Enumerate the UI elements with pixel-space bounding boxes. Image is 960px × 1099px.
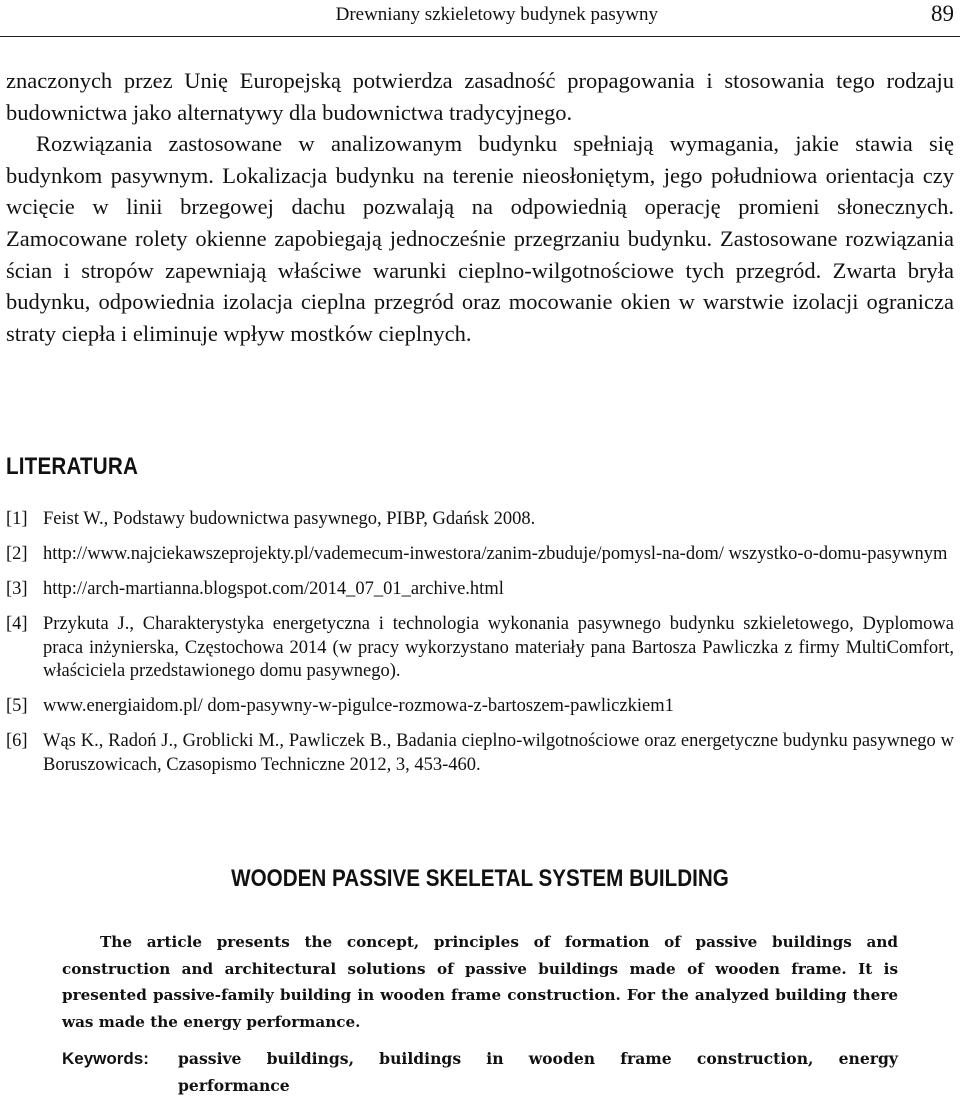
running-header <box>0 0 960 37</box>
reference-item <box>6 578 954 602</box>
reference-text: Wąs K., Radoń J., Groblicki M., Pawliczek B., Badania cieplno-wilgotnościowe oraz energetyczne budynku pasywnego w Boruszowicach, Czasopismo Techniczne 2012, 3, 453-460. <box>43 731 954 775</box>
reference-text: Feist W., Podstawy budownictwa pasywnego, PIBP, Gdańsk 2008. <box>43 509 536 529</box>
body-text <box>6 65 954 349</box>
reference-text: www.energiaidom.pl/ dom-pasywny-w-pigulce-rozmowa-z-bartoszem-pawliczkiem1 <box>43 696 674 716</box>
reference-number: [3] <box>6 579 28 599</box>
reference-number: [6] <box>6 731 28 751</box>
reference-item <box>6 613 954 684</box>
english-abstract: The article presents the concept, principles of formation of passive buildings and construction and architectural solutions of passive buildings made of wooden frame. It is presented passive-family building in wooden frame construction. For the analyzed building there was made the energy performance. <box>62 933 898 1031</box>
reference-text: http://www.najciekawszeprojekty.pl/vademecum-inwestora/zanim-zbuduje/pomysl-na-dom/ wszystko-o-domu-pasywnym <box>43 544 948 564</box>
running-title: Drewniany szkieletowy budynek pasywny <box>335 4 658 25</box>
english-title: WOODEN PASSIVE SKELETAL SYSTEM BUILDING <box>231 865 729 892</box>
reference-number: [4] <box>6 614 28 634</box>
keywords-label: Keywords: <box>62 1049 149 1068</box>
reference-item <box>6 508 954 532</box>
literature-heading: LITERATURA <box>6 453 139 480</box>
reference-text: Przykuta J., Charakterystyka energetyczna i technologia wykonania pasywnego budynku szkieletowego, Dyplomowa praca inżynierska, Częstochowa 2014 (w pracy wykorzystano materiały pana Bartosza Pawliczka z firmy MultiComfort, właściciela przedstawionego domu pasywnego). <box>43 614 954 681</box>
body-paragraph: znaczonych przez Unię Europejską potwierdza zasadność propagowania i stosowania tego rodzaju budownictwa jako alternatywy dla budownictwa tradycyjnego. <box>6 68 954 125</box>
reference-list <box>6 508 954 789</box>
reference-number: [2] <box>6 544 28 564</box>
reference-number: [1] <box>6 509 28 529</box>
reference-number: [5] <box>6 696 28 716</box>
page-number: 89 <box>931 1 954 26</box>
reference-item <box>6 695 954 719</box>
keywords-text: passive buildings, buildings in wooden frame construction, energy performance <box>178 1049 898 1095</box>
reference-text: http://arch-martianna.blogspot.com/2014_07_01_archive.html <box>43 579 504 599</box>
reference-item <box>6 543 954 567</box>
keywords <box>62 1045 898 1099</box>
reference-item <box>6 730 954 777</box>
body-paragraph: Rozwiązania zastosowane w analizowanym budynku spełniają wymagania, jakie stawia się budynkom pasywnym. Lokalizacja budynku na terenie nieosłoniętym, jego południowa orientacja czy wcięcie w linii brzegowej dachu pozwalają na odpowiednią operację promieni słonecznych. Zamocowane rolety okienne zapobiegają jednocześnie przegrzaniu budynku. Zastosowane rozwiązania ścian i stropów zapewniają właściwe warunki cieplno-wilgotnościowe tych przegród. Zwarta bryła budynku, odpowiednia izolacja cieplna przegród oraz mocowanie okien w warstwie izolacji ogranicza straty ciepła i eliminuje wpływ mostków cieplnych. <box>6 131 954 346</box>
